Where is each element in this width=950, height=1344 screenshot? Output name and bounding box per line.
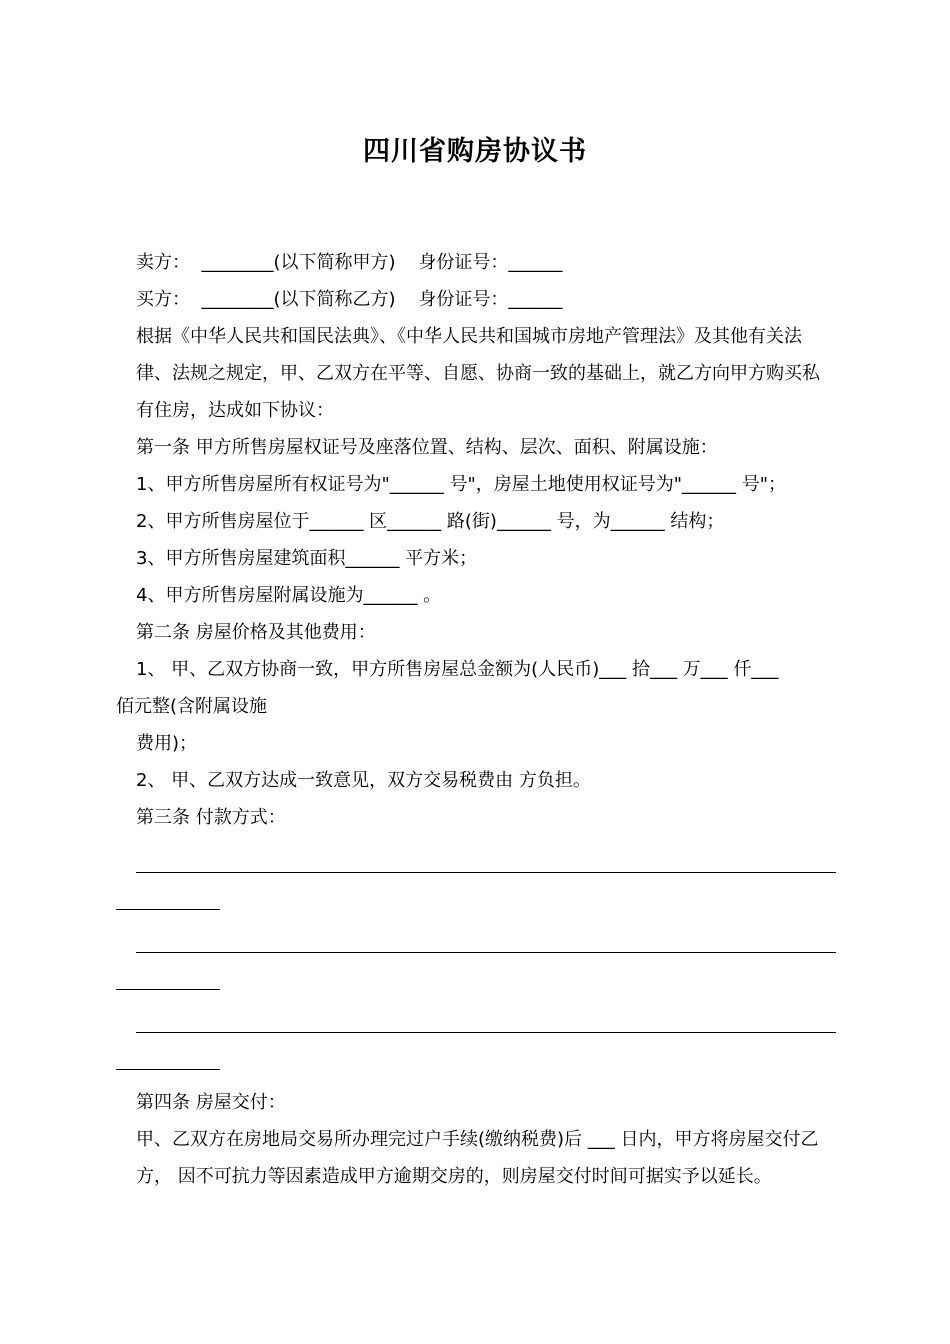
article2-item2: 2、 甲、乙双方达成一致意见，双方交易税费由 方负担。	[136, 770, 591, 791]
buyer-line: 买方： ________(以下简称乙方) 身份证号：______	[136, 289, 563, 310]
preamble-paragraph: 根据《中华人民共和国民法典》、《中华人民共和国城市房地产管理法》及其他有关法律、法规之规定，甲、乙双方在平等、自愿、协商一致的基础上，就乙方向甲方购买私有住房，达成如下协议：	[136, 326, 820, 421]
payment-blank-line-2b	[116, 961, 836, 998]
article1-item-4: 4、甲方所售房屋附属设施为______ 。	[136, 585, 442, 606]
article4-text: 甲、乙双方在房地局交易所办理完过户手续(缴纳税费)后 ___ 日内，甲方将房屋交付乙方， 因不可抗力等因素造成甲方逾期交房的，则房屋交付时间可据实予以延长。	[136, 1129, 819, 1187]
article2-item1-line2: 佰元整(含附属设施	[116, 696, 268, 717]
article1-item-2: 2、甲方所售房屋位于______ 区______ 路(街)______ 号，为______ 结构；	[136, 511, 725, 532]
payment-blank-line-3b	[116, 1041, 836, 1078]
document-title: 四川省购房协议书	[363, 136, 587, 167]
payment-blank-line-3a	[116, 1004, 836, 1041]
payment-blank-line-1b	[116, 881, 836, 918]
seller-line: 卖方： ________(以下简称甲方) 身份证号：______	[136, 252, 563, 273]
article1-heading: 第一条 甲方所售房屋权证号及座落位置、结构、层次、面积、附属设施：	[136, 437, 718, 458]
article4-heading: 第四条 房屋交付：	[136, 1092, 286, 1113]
payment-blank-line-1a	[116, 844, 836, 881]
article1-item-3: 3、甲方所售房屋建筑面积______ 平方米；	[136, 548, 478, 569]
article2-item1-line1: 1、 甲、乙双方协商一致，甲方所售房屋总金额为(人民币)___ 拾___ 万___ 仟___	[136, 659, 779, 680]
article2-item1-line3: 费用)；	[136, 733, 198, 754]
article1-item-1: 1、甲方所售房屋所有权证号为"______ 号"，房屋土地使用权证号为"______ 号"；	[136, 474, 787, 495]
payment-blank-line-2a	[116, 924, 836, 961]
document-body	[116, 244, 836, 1195]
article3-heading: 第三条 付款方式：	[136, 807, 286, 828]
article2-heading: 第二条 房屋价格及其他费用：	[136, 622, 376, 643]
